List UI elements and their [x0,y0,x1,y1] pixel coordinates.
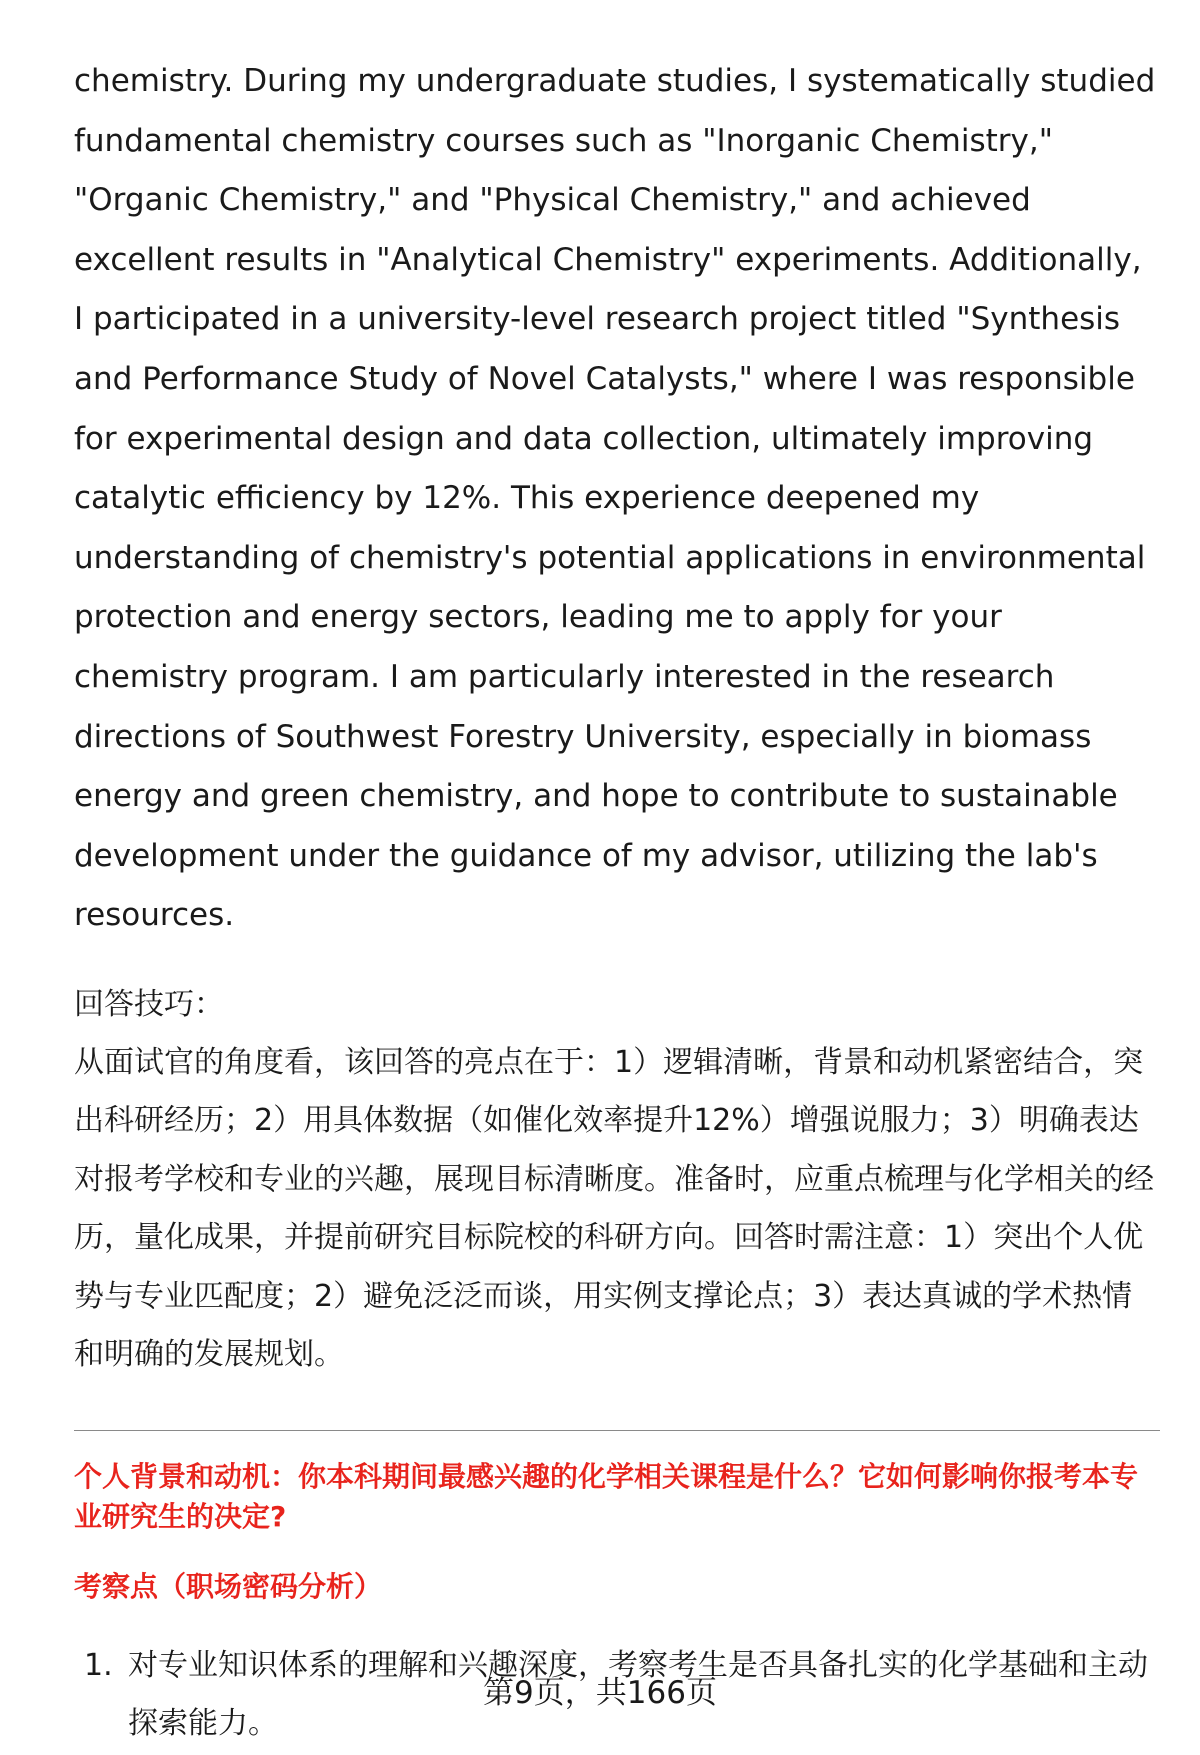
tips-label: 回答技巧： [74,986,224,1022]
assessment-label: 考察点（职场密码分析） [74,1569,383,1603]
page-content [74,52,1160,1753]
question-heading: 个人背景和动机：你本科期间最感兴趣的化学相关课程是什么？它如何影响你报考本专业研究生的决定? [74,1459,1139,1533]
page-number: 第9页，共166页 [483,1675,717,1711]
list-item-number: 1. [84,1647,113,1683]
tips-body: 从面试官的角度看，该回答的亮点在于：1）逻辑清晰，背景和动机紧密结合，突出科研经历；2）用具体数据（如催化效率提升12%）增强说服力；3）明确表达对报考学校和专业的兴趣，展现目标清晰度。准备时，应重点梳理与化学相关的经历，量化成果，并提前研究目标院校的科研方向。回答时需注意：1）突出个人优势与专业匹配度；2）避免泛泛而谈，用实例支撑论点；3）表达真诚的学术热情和明确的发展规划。 [74,1044,1154,1373]
answer-paragraph: chemistry. During my undergraduate studies, I systematically studied fundamental chemistry courses such as "Inorganic Chemistry," "Organic Chemistry," and "Physical Chemistry," and achieved excellent results in "Analytical Chemistry" experiments. Additionally, I participated in a university-level research project titled "Synthesis and Performance Study of Novel Catalysts," where I was responsible for experimental design and data collection, ultimately improving catalytic efficiency by 12%. This experience deepened my understanding of chemistry's potential applications in environmental protection and energy sectors, leading me to apply for your chemistry program. I am particularly interested in the research directions of Southwest Forestry University, especially in biomass energy and green chemistry, and hope to contribute to sustainable development under the guidance of my advisor, utilizing the lab's resources. [74,63,1156,934]
section-divider [74,1430,1160,1431]
list-item-text: 对专业知识体系的理解和兴趣深度，考察考生是否具备扎实的化学基础和主动探索能力。 [128,1647,1148,1741]
